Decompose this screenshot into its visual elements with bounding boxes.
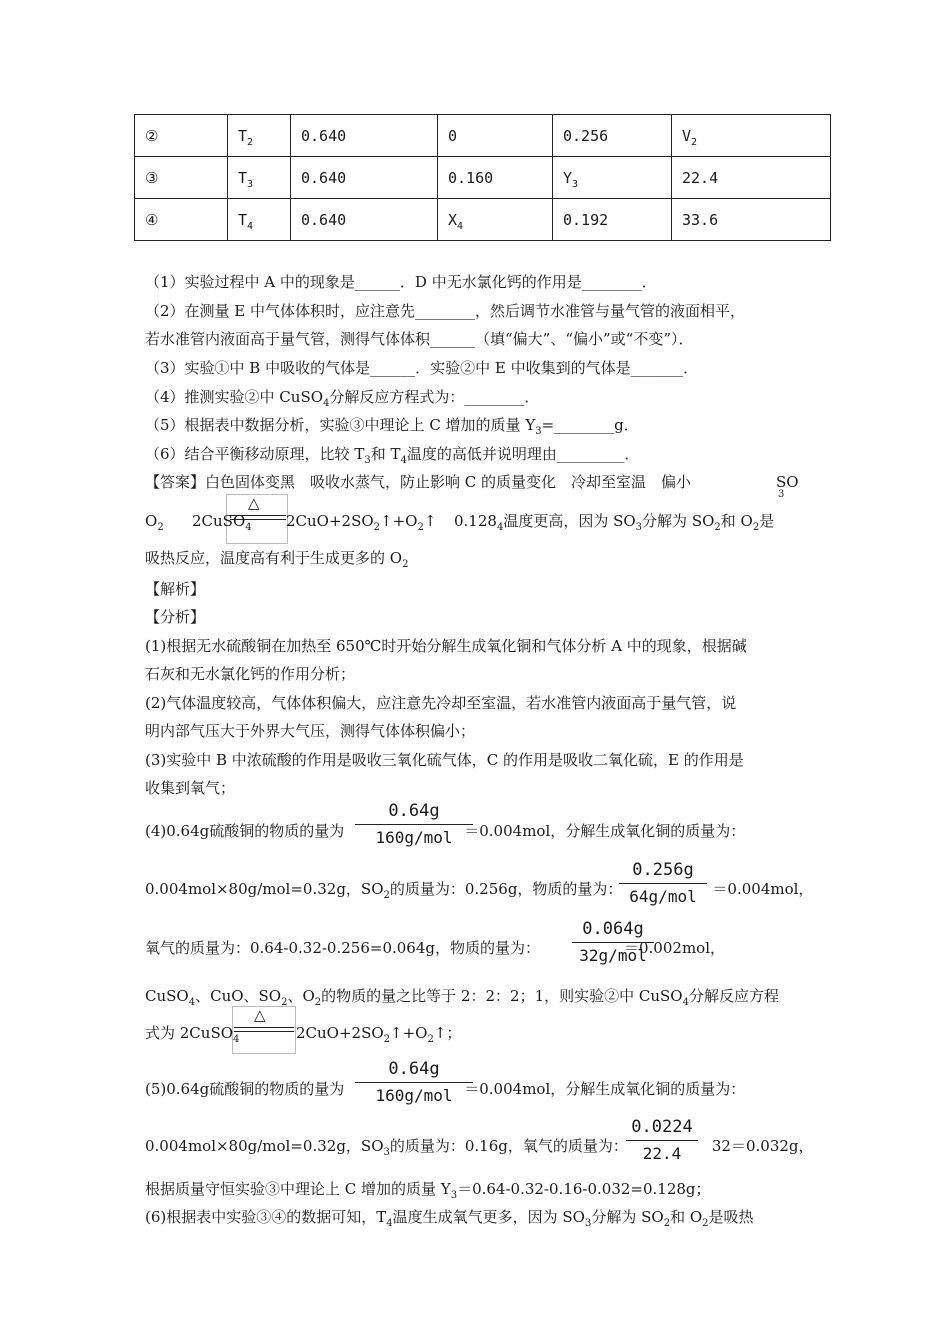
answer-line-3: 吸热反应，温度高有利于生成更多的 $O_2$ bbox=[145, 549, 409, 570]
table-cell: ③ bbox=[135, 157, 228, 199]
analysis-p3a: (3)实验中 B 中浓硫酸的作用是吸收三氧化硫气体，C 的作用是吸收二氧化硫，E 的作用是 bbox=[145, 751, 744, 769]
equation-arrow-2 bbox=[234, 1027, 294, 1032]
analysis-p4b: 0.004mol×80g/mol=0.32g，$SO_2$的质量为：0.256g，物质的量为： ＝0.004mol， bbox=[145, 880, 814, 901]
table-cell: $X_4$ bbox=[438, 199, 553, 241]
analysis-p5b: 0.004mol×80g/mol=0.32g，$SO_3$的质量为：0.16g，氧气的质量为： 32＝0.032g， bbox=[145, 1137, 814, 1158]
question-4: （4）推测实验②中 CuSO$_4$分解反应方程式为：________． bbox=[145, 388, 540, 409]
table-cell: 0.640 bbox=[291, 199, 438, 241]
question-2a: （2）在测量 E 中气体体积时，应注意先________，然后调节水准管与量气管的液面相平， bbox=[145, 302, 746, 320]
answer-o2: $O_2$ bbox=[145, 512, 164, 533]
table-cell: $Y_3$ bbox=[553, 157, 672, 199]
fraction-3: 0.064g 32g/mol bbox=[572, 919, 654, 965]
answer-equation: 2CuSO$_4$ bbox=[192, 512, 252, 533]
fraction-5: $\frac{0.0224}{22.4}$ bbox=[626, 1117, 698, 1163]
table-cell: 22.4 bbox=[672, 157, 831, 199]
analysis-p4e-right: $2CuO+2SO_2↑+O_2↑$； bbox=[296, 1024, 462, 1045]
heat-symbol-icon: △ bbox=[248, 494, 260, 512]
table-cell: 0.256 bbox=[553, 115, 672, 157]
table-row bbox=[135, 115, 831, 157]
table-cell: $T_3$ bbox=[228, 157, 291, 199]
answer-line-1: 【答案】白色固体变黑 吸收水蒸气，防止影响 C 的质量变化 冷却至室温 偏小 bbox=[145, 473, 692, 491]
table-row bbox=[135, 157, 831, 199]
data-table bbox=[134, 114, 831, 241]
analysis-label: 【解析】 bbox=[145, 580, 206, 598]
analysis-p1a: (1)根据无水硫酸铜在加热至 650℃时开始分解生成氧化铜和气体分析 A 中的现象，根据碱 bbox=[145, 637, 747, 655]
analysis-p2a: (2)气体温度较高，气体体积偏大，应注意先冷却至室温，若水准管内液面高于量气管，说 bbox=[145, 694, 737, 712]
answer-so: SO bbox=[776, 473, 799, 491]
table-row bbox=[135, 199, 831, 241]
table-cell: 0.192 bbox=[553, 199, 672, 241]
analysis-p4d: CuSO$_4$、CuO、$SO_2$、$O_2$的物质的量之比等于 2：2：2；1，则实验②中 CuSO$_4$分解反应方程 bbox=[145, 987, 779, 1008]
table-cell: 0.640 bbox=[291, 115, 438, 157]
question-2b: 若水准管内液面高于量气管，测得气体体积______（填“偏大”、“偏小”或“不变”）． bbox=[145, 330, 694, 348]
analysis-p6: (6)根据表中实验③④的数据可知，$T_4$温度生成氧气更多，因为 $SO_3$分解为 $SO_2$和 $O_2$是吸热 bbox=[145, 1208, 754, 1229]
table-cell: ② bbox=[135, 115, 228, 157]
fraction-4: 0.64g 160g/mol bbox=[355, 1059, 473, 1105]
question-1: （1）实验过程中 A 中的现象是______．D 中无水氯化钙的作用是________． bbox=[145, 273, 657, 291]
analysis-p5a: (5)0.64g硫酸铜的物质的量为 ＝0.004mol，分解生成氧化铜的质量为： bbox=[145, 1080, 746, 1098]
fraction-2: 0.256g 64g/mol bbox=[619, 860, 707, 906]
analysis-p4a: (4)0.64g硫酸铜的物质的量为 ＝0.004mol，分解生成氧化铜的质量为： bbox=[145, 822, 746, 840]
answer-so-sub: 3 bbox=[778, 489, 785, 500]
analysis-p3b: 收集到氧气； bbox=[145, 779, 236, 797]
table-cell: 33.6 bbox=[672, 199, 831, 241]
question-5: （5）根据表中数据分析，实验③中理论上 C 增加的质量 $Y_3=\_\_\_\_\_\_\_\_g$． bbox=[145, 416, 639, 437]
answer-value: $0.128_4$温度更高，因为 $SO_3$分解为 $SO_2$和 $O_2$是 bbox=[454, 512, 775, 533]
table-cell: $V_2$ bbox=[672, 115, 831, 157]
question-3: （3）实验①中 B 中吸收的气体是______．实验②中 E 中收集到的气体是_______． bbox=[145, 359, 699, 377]
table-cell: 0.160 bbox=[438, 157, 553, 199]
table-cell: ④ bbox=[135, 199, 228, 241]
analysis-p4c: 氧气的质量为：0.64-0.32-0.256=0.064g，物质的量为： ＝0.002mol， bbox=[145, 939, 725, 957]
analysis-sublabel: 【分析】 bbox=[145, 608, 206, 626]
analysis-p4e: 式为 2CuSO$_4$ bbox=[145, 1024, 240, 1045]
fraction-1: 0.64g 160g/mol bbox=[355, 801, 473, 847]
table-cell: 0.640 bbox=[291, 157, 438, 199]
analysis-p5c: 根据质量守恒实验③中理论上 C 增加的质量 $Y_3=0.64-0.32-0.16-0.032=0.128g$； bbox=[145, 1180, 711, 1201]
table-cell: $T_2$ bbox=[228, 115, 291, 157]
heat-symbol-icon-2: △ bbox=[254, 1006, 266, 1024]
table-cell: $T_4$ bbox=[228, 199, 291, 241]
analysis-p1b: 石灰和无水氯化钙的作用分析； bbox=[145, 665, 356, 683]
analysis-p2b: 明内部气压大于外界大气压，测得气体体积偏小； bbox=[145, 722, 476, 740]
answer-equation-right: $2CuO+2SO_2↑+O_2↑$ bbox=[286, 512, 437, 533]
table-cell: 0 bbox=[438, 115, 553, 157]
question-6: （6）结合平衡移动原理，比较 $T_3$和 $T_4$温度的高低并说明理由_________． bbox=[145, 445, 640, 466]
